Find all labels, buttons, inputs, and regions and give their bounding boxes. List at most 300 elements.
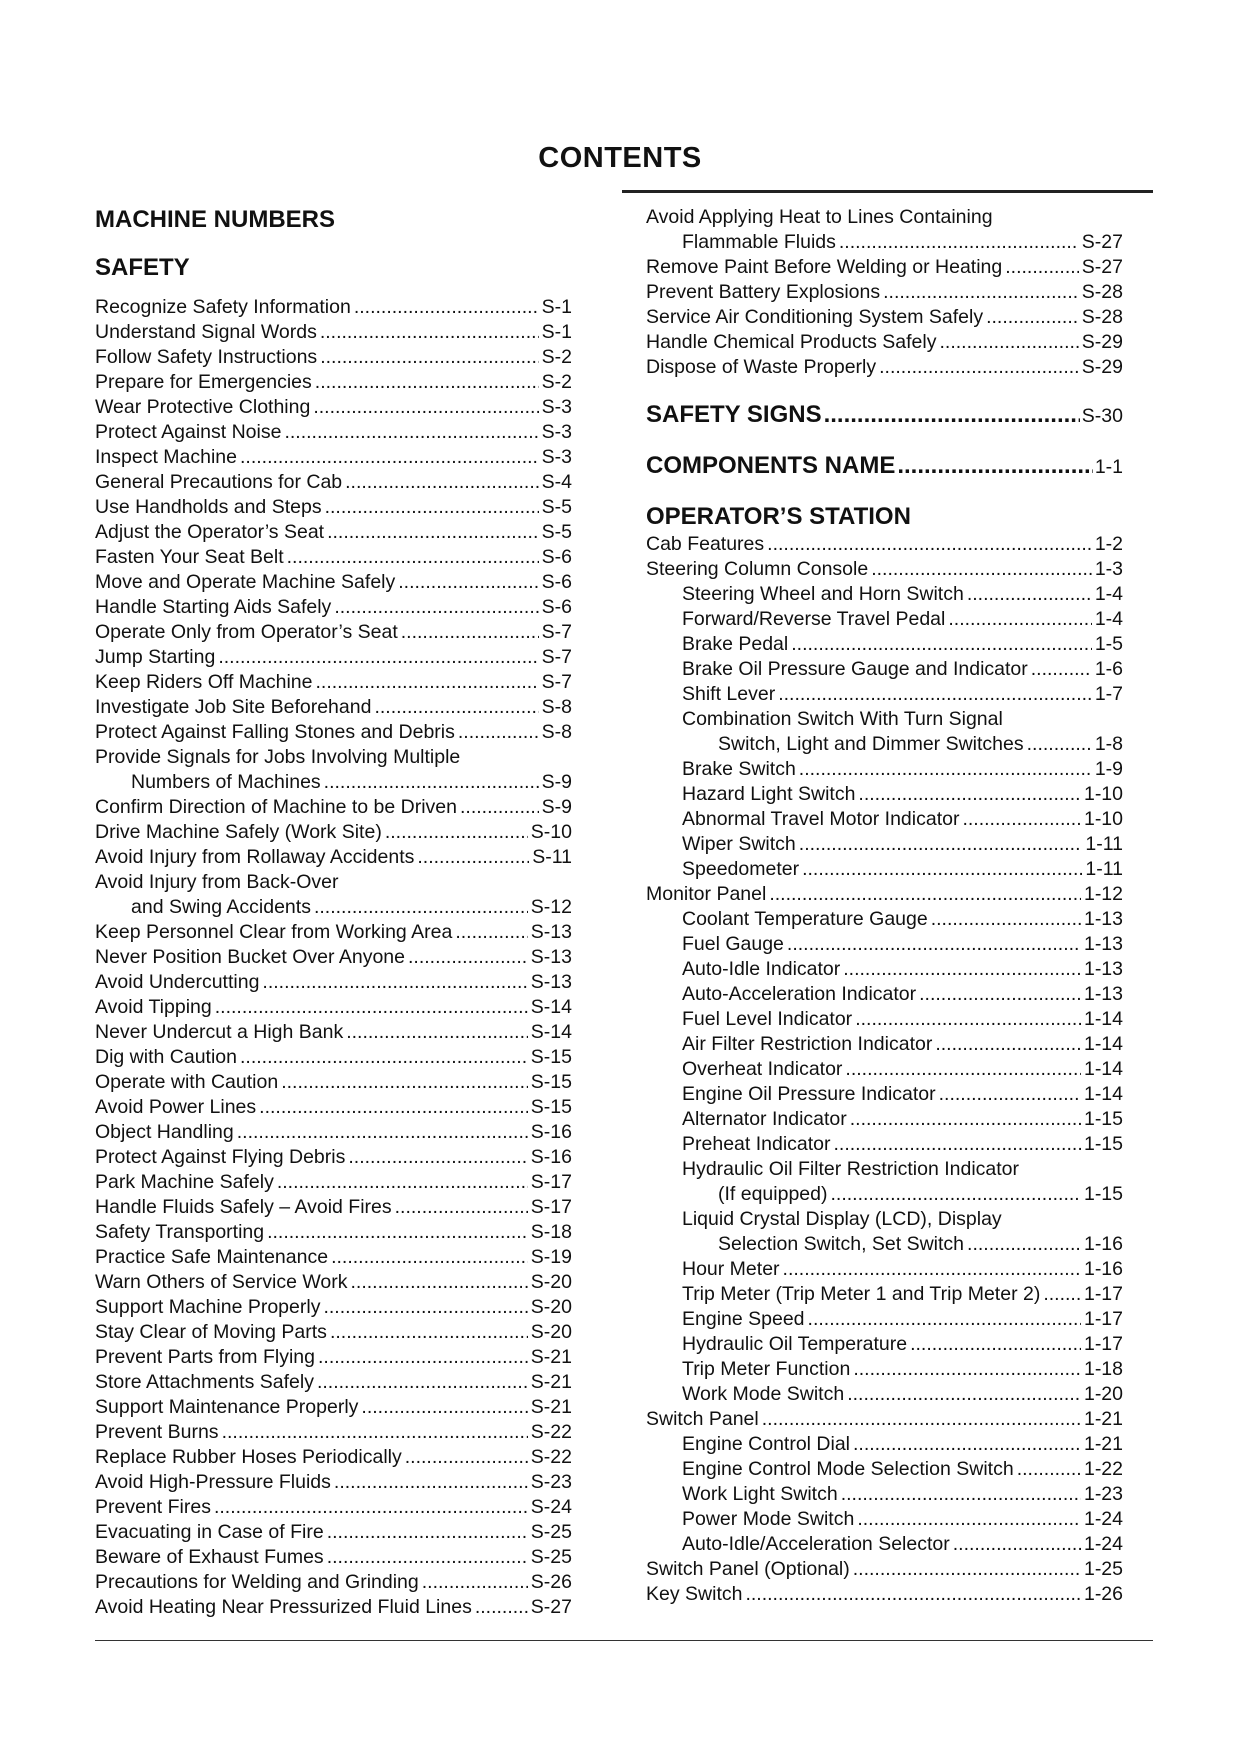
toc-entry[interactable] bbox=[646, 932, 1123, 957]
toc-entry[interactable] bbox=[95, 1495, 572, 1520]
dot-leader bbox=[787, 932, 1081, 957]
dot-leader bbox=[967, 582, 1092, 607]
dot-leader bbox=[350, 1270, 527, 1295]
dot-leader bbox=[262, 970, 527, 995]
page-number: S-20 bbox=[530, 1271, 572, 1293]
dot-leader bbox=[1031, 657, 1092, 682]
dot-leader bbox=[834, 1132, 1081, 1157]
entry-label: Use Handholds and Steps bbox=[95, 496, 322, 518]
entry-label: Engine Oil Pressure Indicator bbox=[682, 1083, 936, 1105]
entry-label: Practice Safe Maintenance bbox=[95, 1246, 329, 1268]
toc-entry[interactable] bbox=[95, 970, 572, 995]
toc-entry[interactable] bbox=[95, 1145, 572, 1170]
toc-entry[interactable] bbox=[95, 1320, 572, 1345]
toc-entry[interactable] bbox=[95, 1470, 572, 1495]
dot-leader bbox=[287, 545, 539, 570]
dot-leader bbox=[327, 520, 539, 545]
toc-entry[interactable] bbox=[646, 1382, 1123, 1407]
page-number: 1-14 bbox=[1083, 1008, 1123, 1030]
toc-entry[interactable] bbox=[646, 1407, 1123, 1432]
page-number: 1-24 bbox=[1083, 1508, 1123, 1530]
toc-entry[interactable] bbox=[95, 1020, 572, 1045]
page-number: S-14 bbox=[530, 1021, 572, 1043]
dot-leader bbox=[408, 945, 528, 970]
dot-leader bbox=[237, 1120, 528, 1145]
dot-leader bbox=[240, 445, 539, 470]
entry-label: Switch Panel bbox=[646, 1408, 759, 1430]
page-number: S-5 bbox=[541, 521, 572, 543]
entry-label: Key Switch bbox=[646, 1583, 743, 1605]
entry-label: Auto-Idle/Acceleration Selector bbox=[682, 1533, 950, 1555]
toc-entry[interactable] bbox=[646, 557, 1123, 582]
toc-entry[interactable] bbox=[95, 670, 572, 695]
page-number: S-21 bbox=[530, 1396, 572, 1418]
toc-entry[interactable] bbox=[646, 1557, 1123, 1582]
toc-entry[interactable] bbox=[646, 732, 1123, 757]
entry-label: Engine Speed bbox=[682, 1308, 805, 1330]
page-number: 1-10 bbox=[1083, 808, 1123, 830]
toc-right-column bbox=[646, 205, 1123, 1607]
entry-label: Operate Only from Operator’s Seat bbox=[95, 621, 398, 643]
page-number: S-9 bbox=[541, 796, 572, 818]
toc-entry[interactable] bbox=[95, 345, 572, 370]
page-number: S-11 bbox=[532, 846, 572, 868]
dot-leader bbox=[327, 1520, 528, 1545]
page-number: S-27 bbox=[1081, 256, 1123, 278]
page-number: 1-17 bbox=[1083, 1333, 1123, 1355]
toc-entry[interactable] bbox=[646, 957, 1123, 982]
dot-leader bbox=[214, 1495, 528, 1520]
entry-label: Brake Pedal bbox=[682, 633, 789, 655]
page-number: S-13 bbox=[530, 946, 572, 968]
page-number: S-26 bbox=[530, 1571, 572, 1593]
dot-leader bbox=[315, 370, 539, 395]
entry-label: Handle Chemical Products Safely bbox=[646, 331, 937, 353]
toc-entry[interactable] bbox=[95, 495, 572, 520]
page-number: S-4 bbox=[541, 471, 572, 493]
toc-entry-text[interactable]: Avoid Applying Heat to Lines Containing bbox=[646, 206, 993, 228]
toc-entry[interactable] bbox=[95, 1345, 572, 1370]
entry-label: Prepare for Emergencies bbox=[95, 371, 312, 393]
dot-leader bbox=[325, 495, 539, 520]
entry-label: Keep Riders Off Machine bbox=[95, 671, 313, 693]
toc-entry[interactable] bbox=[646, 907, 1123, 932]
page-number: S-6 bbox=[541, 571, 572, 593]
toc-entry[interactable] bbox=[646, 1182, 1123, 1207]
entry-label: Engine Control Dial bbox=[682, 1433, 851, 1455]
toc-entry[interactable] bbox=[646, 657, 1123, 682]
dot-leader bbox=[475, 1595, 528, 1620]
toc-entry-text[interactable]: Provide Signals for Jobs Involving Multiple bbox=[95, 746, 461, 768]
page-number: 1-25 bbox=[1083, 1558, 1123, 1580]
page-number: 1-4 bbox=[1094, 583, 1123, 605]
dot-leader bbox=[314, 895, 528, 920]
toc-entry[interactable] bbox=[646, 882, 1123, 907]
toc-entry[interactable] bbox=[95, 945, 572, 970]
dot-leader bbox=[331, 1245, 528, 1270]
dot-leader bbox=[222, 1420, 528, 1445]
entry-label: Avoid High-Pressure Fluids bbox=[95, 1471, 331, 1493]
entry-label: Dispose of Waste Properly bbox=[646, 356, 877, 378]
entry-label: Auto-Idle Indicator bbox=[682, 958, 841, 980]
toc-entry[interactable] bbox=[95, 895, 572, 920]
page-number: 1-26 bbox=[1083, 1583, 1123, 1605]
page-number: 1-16 bbox=[1083, 1258, 1123, 1280]
dot-leader bbox=[405, 1445, 528, 1470]
toc-entry[interactable] bbox=[646, 807, 1123, 832]
toc-entry-text[interactable]: Combination Switch With Turn Signal bbox=[682, 708, 1003, 730]
toc-entry[interactable] bbox=[95, 720, 572, 745]
page-number: S-22 bbox=[530, 1421, 572, 1443]
page-number: 1-15 bbox=[1083, 1108, 1123, 1130]
entry-label: Alternator Indicator bbox=[682, 1108, 847, 1130]
toc-entry[interactable] bbox=[646, 1307, 1123, 1332]
toc-entry[interactable] bbox=[95, 1370, 572, 1395]
entry-label: Recognize Safety Information bbox=[95, 296, 351, 318]
entry-label: Support Maintenance Properly bbox=[95, 1396, 359, 1418]
toc-entry[interactable] bbox=[95, 1545, 572, 1570]
page-number: 1-18 bbox=[1083, 1358, 1123, 1380]
page-number: S-7 bbox=[541, 646, 572, 668]
dot-leader bbox=[398, 570, 538, 595]
toc-entry[interactable] bbox=[646, 1332, 1123, 1357]
page-number: S-1 bbox=[541, 321, 572, 343]
toc-entry[interactable] bbox=[646, 582, 1123, 607]
toc-entry[interactable] bbox=[646, 1132, 1123, 1157]
toc-entry[interactable] bbox=[95, 470, 572, 495]
toc-entry[interactable] bbox=[95, 1520, 572, 1545]
dot-leader bbox=[802, 857, 1082, 882]
entry-label: and Swing Accidents bbox=[131, 896, 311, 918]
entry-label: Service Air Conditioning System Safely bbox=[646, 306, 984, 328]
page-number: 1-14 bbox=[1083, 1033, 1123, 1055]
toc-entry[interactable] bbox=[95, 620, 572, 645]
page-number: S-1 bbox=[541, 296, 572, 318]
toc-entry[interactable] bbox=[95, 1045, 572, 1070]
footer-rule bbox=[95, 1640, 1153, 1641]
entry-label: Flammable Fluids bbox=[682, 231, 836, 253]
toc-entry[interactable] bbox=[95, 395, 572, 420]
toc-entry[interactable] bbox=[95, 420, 572, 445]
page-number: 1-20 bbox=[1083, 1383, 1123, 1405]
page-number: S-10 bbox=[530, 821, 572, 843]
dot-leader bbox=[824, 400, 1080, 430]
toc-entry[interactable] bbox=[95, 1420, 572, 1445]
entry-label: Store Attachments Safely bbox=[95, 1371, 314, 1393]
page-number: 1-5 bbox=[1094, 633, 1123, 655]
toc-entry[interactable] bbox=[646, 757, 1123, 782]
dot-leader bbox=[348, 1145, 527, 1170]
toc-entry[interactable] bbox=[646, 1532, 1123, 1557]
entry-label: Overheat Indicator bbox=[682, 1058, 843, 1080]
page-number: 1-13 bbox=[1083, 983, 1123, 1005]
entry-label: Understand Signal Words bbox=[95, 321, 317, 343]
entry-label: Wiper Switch bbox=[682, 833, 796, 855]
page-number: 1-21 bbox=[1083, 1433, 1123, 1455]
page-number: S-9 bbox=[541, 771, 572, 793]
entry-label: Steering Column Console bbox=[646, 558, 869, 580]
page-number: S-24 bbox=[530, 1496, 572, 1518]
toc-entry[interactable] bbox=[646, 1457, 1123, 1482]
entry-label: Move and Operate Machine Safely bbox=[95, 571, 396, 593]
page-number: 1-4 bbox=[1094, 608, 1123, 630]
toc-entry[interactable] bbox=[95, 545, 572, 570]
page-number: S-28 bbox=[1081, 281, 1123, 303]
toc-entry[interactable] bbox=[95, 795, 572, 820]
toc-entry-text[interactable]: Liquid Crystal Display (LCD), Display bbox=[682, 1208, 1002, 1230]
toc-entry[interactable] bbox=[646, 1357, 1123, 1382]
dot-leader bbox=[883, 280, 1079, 305]
entry-label: Investigate Job Site Beforehand bbox=[95, 696, 372, 718]
section-heading: MACHINE NUMBERS bbox=[95, 206, 335, 233]
entry-label: Avoid Injury from Rollaway Accidents bbox=[95, 846, 415, 868]
toc-entry[interactable] bbox=[95, 370, 572, 395]
toc-entry[interactable] bbox=[95, 695, 572, 720]
page-number: S-16 bbox=[530, 1146, 572, 1168]
toc-entry[interactable] bbox=[646, 355, 1123, 380]
toc-entry[interactable] bbox=[646, 832, 1123, 857]
toc-entry[interactable] bbox=[646, 782, 1123, 807]
toc-entry[interactable] bbox=[646, 230, 1123, 255]
dot-leader bbox=[783, 1257, 1081, 1282]
dot-leader bbox=[799, 757, 1092, 782]
page-number: 1-11 bbox=[1085, 858, 1123, 880]
entry-label: Handle Fluids Safely – Avoid Fires bbox=[95, 1196, 392, 1218]
dot-leader bbox=[455, 920, 527, 945]
dot-leader bbox=[871, 557, 1092, 582]
toc-entry-text[interactable]: Hydraulic Oil Filter Restriction Indicator bbox=[682, 1158, 1020, 1180]
toc-entry[interactable] bbox=[646, 857, 1123, 882]
page-number: S-3 bbox=[541, 396, 572, 418]
entry-label: Adjust the Operator’s Seat bbox=[95, 521, 325, 543]
dot-leader bbox=[361, 1395, 527, 1420]
toc-entry[interactable] bbox=[95, 1120, 572, 1145]
page-number: 1-17 bbox=[1083, 1283, 1123, 1305]
dot-leader bbox=[1043, 1282, 1081, 1307]
entry-label: Trip Meter (Trip Meter 1 and Trip Meter 2) bbox=[682, 1283, 1041, 1305]
dot-leader bbox=[317, 1370, 528, 1395]
toc-entry[interactable] bbox=[646, 255, 1123, 280]
page-number: 1-8 bbox=[1094, 733, 1123, 755]
page-number: S-19 bbox=[530, 1246, 572, 1268]
page-number: S-28 bbox=[1081, 306, 1123, 328]
dot-leader bbox=[841, 1482, 1081, 1507]
toc-major-entry[interactable] bbox=[646, 400, 1123, 431]
page-number: S-27 bbox=[1081, 231, 1123, 253]
dot-leader bbox=[324, 770, 539, 795]
toc-entry[interactable] bbox=[646, 330, 1123, 355]
entry-label: Avoid Undercutting bbox=[95, 971, 260, 993]
page-number: S-27 bbox=[530, 1596, 572, 1618]
entry-label: Switch Panel (Optional) bbox=[646, 1558, 850, 1580]
dot-leader bbox=[962, 807, 1081, 832]
entry-label: Brake Switch bbox=[682, 758, 796, 780]
toc-entry[interactable] bbox=[646, 1082, 1123, 1107]
toc-entry[interactable] bbox=[95, 1170, 572, 1195]
toc-entry[interactable] bbox=[95, 595, 572, 620]
entry-label: Precautions for Welding and Grinding bbox=[95, 1571, 419, 1593]
toc-entry[interactable] bbox=[95, 295, 572, 320]
toc-entry[interactable] bbox=[95, 570, 572, 595]
entry-label: Never Position Bucket Over Anyone bbox=[95, 946, 405, 968]
dot-leader bbox=[345, 470, 539, 495]
page-number: S-15 bbox=[530, 1046, 572, 1068]
toc-entry[interactable] bbox=[95, 920, 572, 945]
dot-leader bbox=[767, 532, 1092, 557]
page-number: S-18 bbox=[530, 1221, 572, 1243]
toc-entry[interactable] bbox=[646, 1107, 1123, 1132]
entry-label: Fasten Your Seat Belt bbox=[95, 546, 284, 568]
dot-leader bbox=[334, 595, 538, 620]
toc-entry[interactable] bbox=[95, 1195, 572, 1220]
page-number: S-30 bbox=[1081, 405, 1123, 427]
dot-leader bbox=[986, 305, 1079, 330]
toc-entry[interactable] bbox=[646, 1007, 1123, 1032]
page-number: S-2 bbox=[541, 346, 572, 368]
entry-label: Switch, Light and Dimmer Switches bbox=[718, 733, 1024, 755]
toc-entry[interactable] bbox=[646, 1432, 1123, 1457]
dot-leader bbox=[1005, 255, 1079, 280]
toc-entry[interactable] bbox=[95, 845, 572, 870]
dot-leader bbox=[953, 1532, 1081, 1557]
toc-major-entry[interactable] bbox=[646, 451, 1123, 482]
entry-label: Numbers of Machines bbox=[131, 771, 321, 793]
entry-label: Drive Machine Safely (Work Site) bbox=[95, 821, 382, 843]
entry-label: Hazard Light Switch bbox=[682, 783, 856, 805]
toc-entry[interactable] bbox=[95, 820, 572, 845]
entry-label: Protect Against Flying Debris bbox=[95, 1146, 346, 1168]
toc-entry[interactable] bbox=[95, 995, 572, 1020]
entry-label: Remove Paint Before Welding or Heating bbox=[646, 256, 1003, 278]
page-number: S-14 bbox=[530, 996, 572, 1018]
dot-leader bbox=[259, 1095, 528, 1120]
toc-entry[interactable] bbox=[646, 1232, 1123, 1257]
page-number: 1-15 bbox=[1083, 1183, 1123, 1205]
entry-label: Monitor Panel bbox=[646, 883, 767, 905]
page-number: S-6 bbox=[541, 546, 572, 568]
page-number: 1-14 bbox=[1083, 1058, 1123, 1080]
page-number: 1-24 bbox=[1083, 1533, 1123, 1555]
entry-label: Hour Meter bbox=[682, 1258, 780, 1280]
toc-entry[interactable] bbox=[646, 1032, 1123, 1057]
dot-leader bbox=[762, 1407, 1081, 1432]
entry-label: Prevent Fires bbox=[95, 1496, 211, 1518]
toc-entry[interactable] bbox=[646, 280, 1123, 305]
page-number: S-12 bbox=[530, 896, 572, 918]
toc-entry[interactable] bbox=[95, 520, 572, 545]
toc-entry[interactable] bbox=[95, 1445, 572, 1470]
entry-label: Avoid Tipping bbox=[95, 996, 212, 1018]
dot-leader bbox=[843, 957, 1081, 982]
toc-entry[interactable] bbox=[646, 1507, 1123, 1532]
toc-entry[interactable] bbox=[95, 1220, 572, 1245]
toc-entry[interactable] bbox=[646, 532, 1123, 557]
dot-leader bbox=[839, 230, 1079, 255]
dot-leader bbox=[948, 607, 1091, 632]
toc-entry[interactable] bbox=[95, 1570, 572, 1595]
toc-entry[interactable] bbox=[95, 1070, 572, 1095]
toc-entry[interactable] bbox=[646, 1057, 1123, 1082]
entry-label: Protect Against Falling Stones and Debris bbox=[95, 721, 455, 743]
dot-leader bbox=[919, 982, 1081, 1007]
entry-label: Engine Control Mode Selection Switch bbox=[682, 1458, 1014, 1480]
toc-entry[interactable] bbox=[95, 1595, 572, 1620]
dot-leader bbox=[967, 1232, 1081, 1257]
entry-label: Handle Starting Aids Safely bbox=[95, 596, 332, 618]
page-number: S-17 bbox=[530, 1196, 572, 1218]
toc-entry[interactable] bbox=[95, 770, 572, 795]
page-number: S-29 bbox=[1081, 331, 1123, 353]
toc-entry[interactable] bbox=[95, 320, 572, 345]
toc-entry[interactable] bbox=[646, 1257, 1123, 1282]
entry-label: Avoid Power Lines bbox=[95, 1096, 257, 1118]
dot-leader bbox=[845, 1057, 1081, 1082]
dot-leader bbox=[1017, 1457, 1081, 1482]
dot-leader bbox=[799, 832, 1083, 857]
toc-entry-text[interactable]: Avoid Injury from Back-Over bbox=[95, 871, 339, 893]
entry-label: Shift Lever bbox=[682, 683, 776, 705]
toc-entry[interactable] bbox=[646, 305, 1123, 330]
entry-label: Work Light Switch bbox=[682, 1483, 838, 1505]
entry-label: Wear Protective Clothing bbox=[95, 396, 311, 418]
page-number: 1-1 bbox=[1094, 456, 1123, 478]
entry-label: Stay Clear of Moving Parts bbox=[95, 1321, 327, 1343]
page-title: CONTENTS bbox=[538, 142, 702, 174]
entry-label: Prevent Burns bbox=[95, 1421, 219, 1443]
toc-entry[interactable] bbox=[646, 1282, 1123, 1307]
entry-label: Abnormal Travel Motor Indicator bbox=[682, 808, 960, 830]
dot-leader bbox=[320, 345, 538, 370]
page-number: S-2 bbox=[541, 371, 572, 393]
dot-leader bbox=[318, 1345, 528, 1370]
page-number: S-21 bbox=[530, 1371, 572, 1393]
dot-leader bbox=[458, 720, 539, 745]
dot-leader bbox=[374, 695, 538, 720]
entry-label: Forward/Reverse Travel Pedal bbox=[682, 608, 946, 630]
toc-entry[interactable] bbox=[646, 982, 1123, 1007]
toc-entry[interactable] bbox=[646, 1582, 1123, 1607]
page-number: S-8 bbox=[541, 696, 572, 718]
toc-entry[interactable] bbox=[95, 645, 572, 670]
entry-label: Park Machine Safely bbox=[95, 1171, 274, 1193]
entry-label: Air Filter Restriction Indicator bbox=[682, 1033, 933, 1055]
dot-leader bbox=[218, 645, 538, 670]
toc-entry[interactable] bbox=[95, 1395, 572, 1420]
toc-entry[interactable] bbox=[95, 1095, 572, 1120]
toc-entry[interactable] bbox=[95, 1245, 572, 1270]
dot-leader bbox=[939, 330, 1078, 355]
dot-leader bbox=[847, 1382, 1081, 1407]
entry-label: Never Undercut a High Bank bbox=[95, 1021, 344, 1043]
page-number: 1-9 bbox=[1094, 758, 1123, 780]
page-number: S-15 bbox=[530, 1071, 572, 1093]
toc-entry[interactable] bbox=[646, 682, 1123, 707]
page-number: 1-13 bbox=[1083, 958, 1123, 980]
entry-label: Trip Meter Function bbox=[682, 1358, 851, 1380]
toc-entry[interactable] bbox=[646, 1482, 1123, 1507]
entry-label: Operate with Caution bbox=[95, 1071, 279, 1093]
page-number: 1-16 bbox=[1083, 1233, 1123, 1255]
page-number: 1-2 bbox=[1094, 533, 1123, 555]
dot-leader bbox=[808, 1307, 1081, 1332]
toc-entry[interactable] bbox=[95, 445, 572, 470]
toc-entry[interactable] bbox=[646, 632, 1123, 657]
toc-entry[interactable] bbox=[646, 607, 1123, 632]
page-number: 1-6 bbox=[1094, 658, 1123, 680]
toc-entry[interactable] bbox=[95, 1270, 572, 1295]
page-number: S-25 bbox=[530, 1521, 572, 1543]
toc-entry[interactable] bbox=[95, 1295, 572, 1320]
